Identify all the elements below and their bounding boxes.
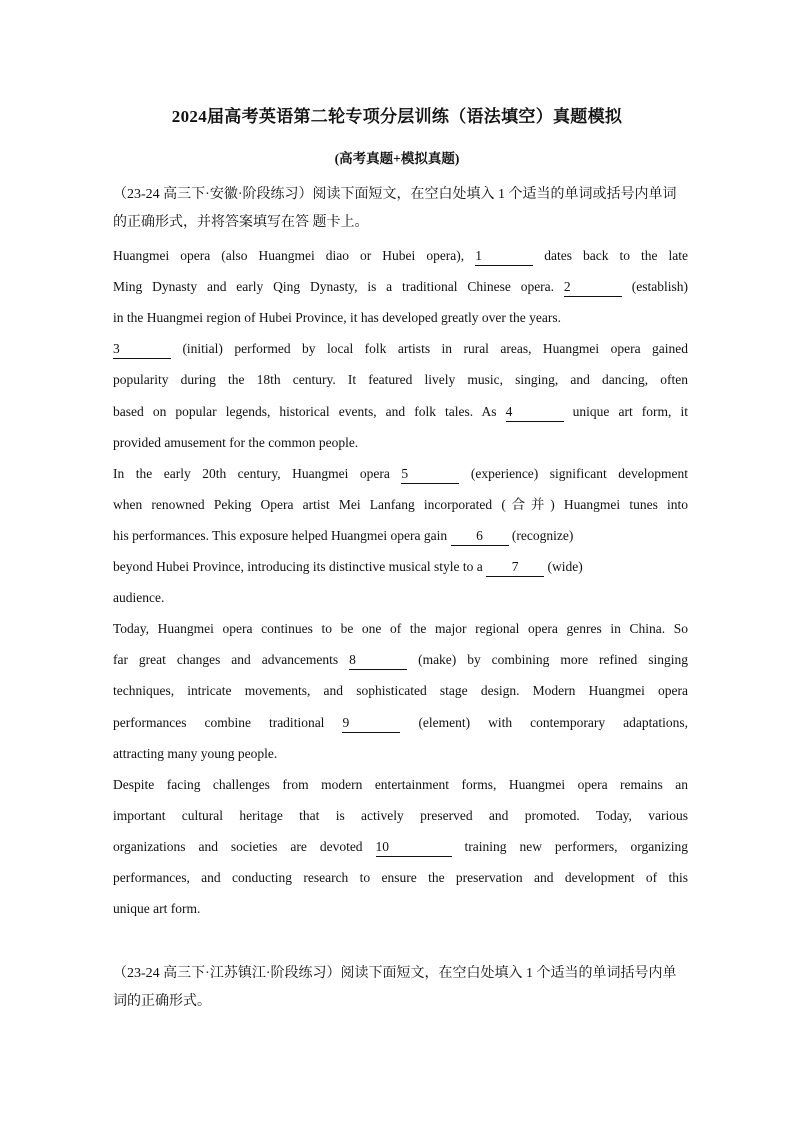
passage-line [113, 618, 688, 640]
passage-text: his performances. This exposure helped Huangmei opera gain [113, 527, 451, 543]
passage-text: (wide) [544, 559, 583, 574]
passage-text: training new performers, organizing [451, 838, 688, 854]
passage-text: attracting many young people. [113, 745, 278, 761]
passage-text: dates back to the late [533, 248, 688, 263]
passage-text: far great changes and advancements [113, 652, 350, 668]
passage-line [113, 245, 688, 267]
answer-blank-10[interactable]: 10 [376, 839, 452, 857]
answer-blank-8[interactable]: 8 [349, 652, 407, 670]
passage-text: popularity during the 18th century. It featured lively music, singing, and dancing, often [113, 372, 688, 388]
passage-line [113, 836, 688, 858]
document-title: 2024届高考英语第二轮专项分层训练（语法填空）真题模拟 [171, 107, 623, 126]
passage-line [113, 649, 688, 671]
passage-line [113, 401, 688, 423]
passage2-instructions: （23-24 高三下·江苏镇江·阶段练习）阅读下面短文，在空白处填入 1 个适当的单词括号内单词的正确形式。 [113, 966, 677, 1009]
passage-text: (experience) significant development [459, 465, 688, 481]
passage-text: when renowned Peking Opera artist Mei Lanfang incorporated (合并) Huangmei tunes into [113, 496, 688, 512]
passage-text: organizations and societies are devoted [113, 838, 376, 854]
passage-text: In the early 20th century, Huangmei opera [113, 465, 402, 481]
passage1-instructions: （23-24 高三下·安徽·阶段练习）阅读下面短文，在空白处填入 1 个适当的单词或括号内单词的正确形式，并将答案填写在答 题卡上。 [113, 187, 677, 230]
passage-line [113, 712, 688, 734]
answer-blank-2[interactable]: 2 [564, 279, 622, 297]
answer-blank-3[interactable]: 3 [113, 341, 171, 359]
passage-text: unique art form. [113, 901, 201, 917]
passage-text: provided amusement for the common people. [113, 434, 359, 450]
passage-line [113, 307, 688, 329]
answer-blank-6[interactable]: 6 [451, 528, 509, 546]
passage-line [113, 463, 688, 485]
passage-line [113, 898, 688, 920]
passage-line [113, 805, 688, 827]
answer-blank-7[interactable]: 7 [486, 559, 544, 577]
passage-text: beyond Hubei Province, introducing its distinctive musical style to a [113, 559, 487, 574]
document-subtitle: (高考真题+模拟真题) [334, 151, 460, 166]
answer-blank-4[interactable]: 4 [506, 404, 564, 422]
passage-line [113, 867, 688, 889]
passage-text: Today, Huangmei opera continues to be one of the major regional opera genres in China. So [113, 621, 688, 637]
passage-text: based on popular legends, historical events, and folk tales. As [113, 403, 506, 419]
passage-text: audience. [113, 590, 165, 606]
passage-line [113, 525, 688, 547]
passage-line [113, 743, 688, 765]
passage-text: unique art form, it [563, 403, 688, 419]
passage-line [113, 432, 688, 454]
passage-line [113, 494, 688, 516]
passage-text: (recognize) [508, 527, 574, 543]
passage-line [113, 587, 688, 609]
passage-text: (establish) [621, 279, 688, 295]
passage-text: Ming Dynasty and early Qing Dynasty, is a traditional Chinese opera. [113, 279, 564, 295]
passage-text: in the Huangmei region of Hubei Province, it has developed greatly over the years. [113, 310, 561, 326]
passage-line [113, 369, 688, 391]
passage-text: (initial) performed by local folk artists in rural areas, Huangmei opera gained [171, 341, 688, 357]
passage-line [113, 276, 688, 298]
passage-text: (element) with contemporary adaptations, [400, 714, 688, 730]
passage-text: performances, and conducting research to ensure the preservation and development of this [113, 870, 688, 885]
passage-line [113, 774, 688, 796]
passage-line [113, 680, 688, 702]
passage-line [113, 338, 688, 360]
passage-text: Despite facing challenges from modern entertainment forms, Huangmei opera remains an [113, 776, 688, 792]
passage-text: techniques, intricate movements, and sophisticated stage design. Modern Huangmei opera [113, 683, 688, 699]
answer-blank-9[interactable]: 9 [342, 715, 400, 733]
passage-line [113, 556, 688, 578]
passage-text: (make) by combining more refined singing [407, 652, 688, 668]
passage-text: Huangmei opera (also Huangmei diao or Hubei opera), [113, 248, 476, 263]
passage-text: important cultural heritage that is actively preserved and promoted. Today, various [113, 807, 688, 823]
answer-blank-5[interactable]: 5 [401, 466, 459, 484]
passage-text: performances combine traditional [113, 714, 343, 730]
answer-blank-1[interactable]: 1 [475, 248, 533, 266]
